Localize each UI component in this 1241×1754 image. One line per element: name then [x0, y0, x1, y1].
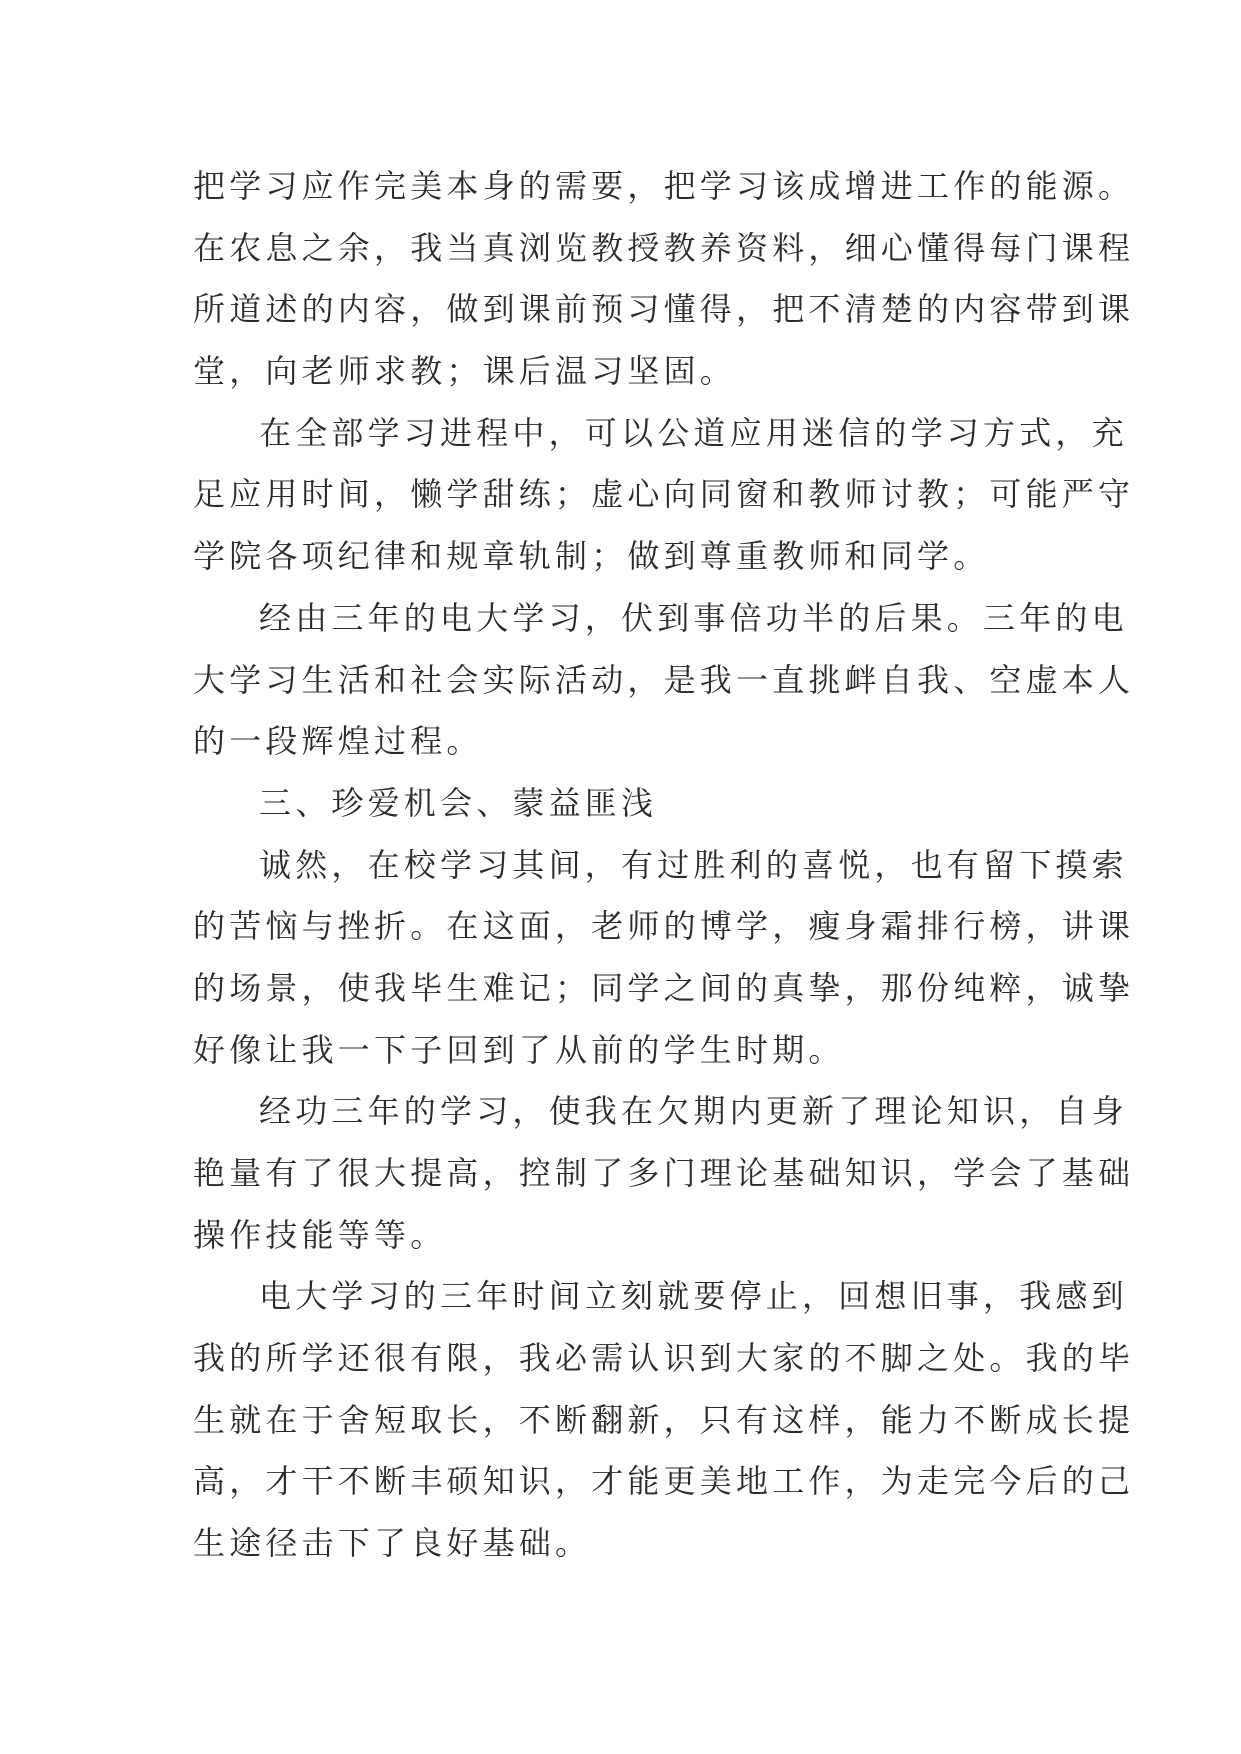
text-line: 生就在于舍短取长，不断翻新，只有这样，能力不断成长提	[193, 1400, 1135, 1439]
text-line: 学院各项纪律和规章轨制；做到尊重教师和同学。	[193, 537, 990, 576]
text-line: 的苦恼与挫折。在这面，老师的博学，瘦身霜排行榜，讲课	[193, 907, 1135, 946]
text-line: 足应用时间，懒学甜练；虚心向同窗和教师讨教；可能严守	[193, 475, 1135, 514]
text-line: 大学习生活和社会实际活动，是我一直挑衅自我、空虚本人	[193, 660, 1135, 699]
text-line: 堂，向老师求教；课后温习坚固。	[193, 352, 737, 391]
body-text	[193, 156, 1135, 1575]
text-line: 三、珍爱机会、蒙益匪浅	[259, 783, 658, 822]
text-line: 好像让我一下子回到了从前的学生时期。	[193, 1030, 845, 1069]
text-line: 所道述的内容，做到课前预习懂得，把不清楚的内容带到课	[193, 290, 1135, 329]
text-line: 在农息之余，我当真浏览教授教养资料，细心懂得每门课程	[193, 228, 1135, 267]
text-line: 经功三年的学习，使我在欠期内更新了理论知识，自身	[259, 1092, 1128, 1131]
text-line: 生途径击下了良好基础。	[193, 1524, 592, 1563]
text-line: 诚然，在校学习其间，有过胜利的喜悦，也有留下摸索	[259, 845, 1128, 884]
text-line: 我的所学还很有限，我必需认识到大家的不脚之处。我的毕	[193, 1339, 1135, 1378]
text-line: 的场景，使我毕生难记；同学之间的真挚，那份纯粹，诚挚	[193, 968, 1135, 1007]
text-line: 艳量有了很大提高，控制了多门理论基础知识，学会了基础	[193, 1154, 1135, 1192]
text-line: 高，才干不断丰硕知识，才能更美地工作，为走完今后的己	[193, 1462, 1135, 1501]
text-line: 操作技能等等。	[193, 1215, 447, 1254]
text-line: 把学习应作完美本身的需要，把学习该成增进工作的能源。	[193, 167, 1135, 205]
text-line: 在全部学习进程中，可以公道应用迷信的学习方式，充	[259, 413, 1128, 452]
text-line: 经由三年的电大学习，伏到事倍功半的后果。三年的电	[259, 598, 1128, 637]
text-line: 的一段辉煌过程。	[193, 722, 483, 761]
text-line: 电大学习的三年时间立刻就要停止，回想旧事，我感到	[259, 1277, 1128, 1316]
